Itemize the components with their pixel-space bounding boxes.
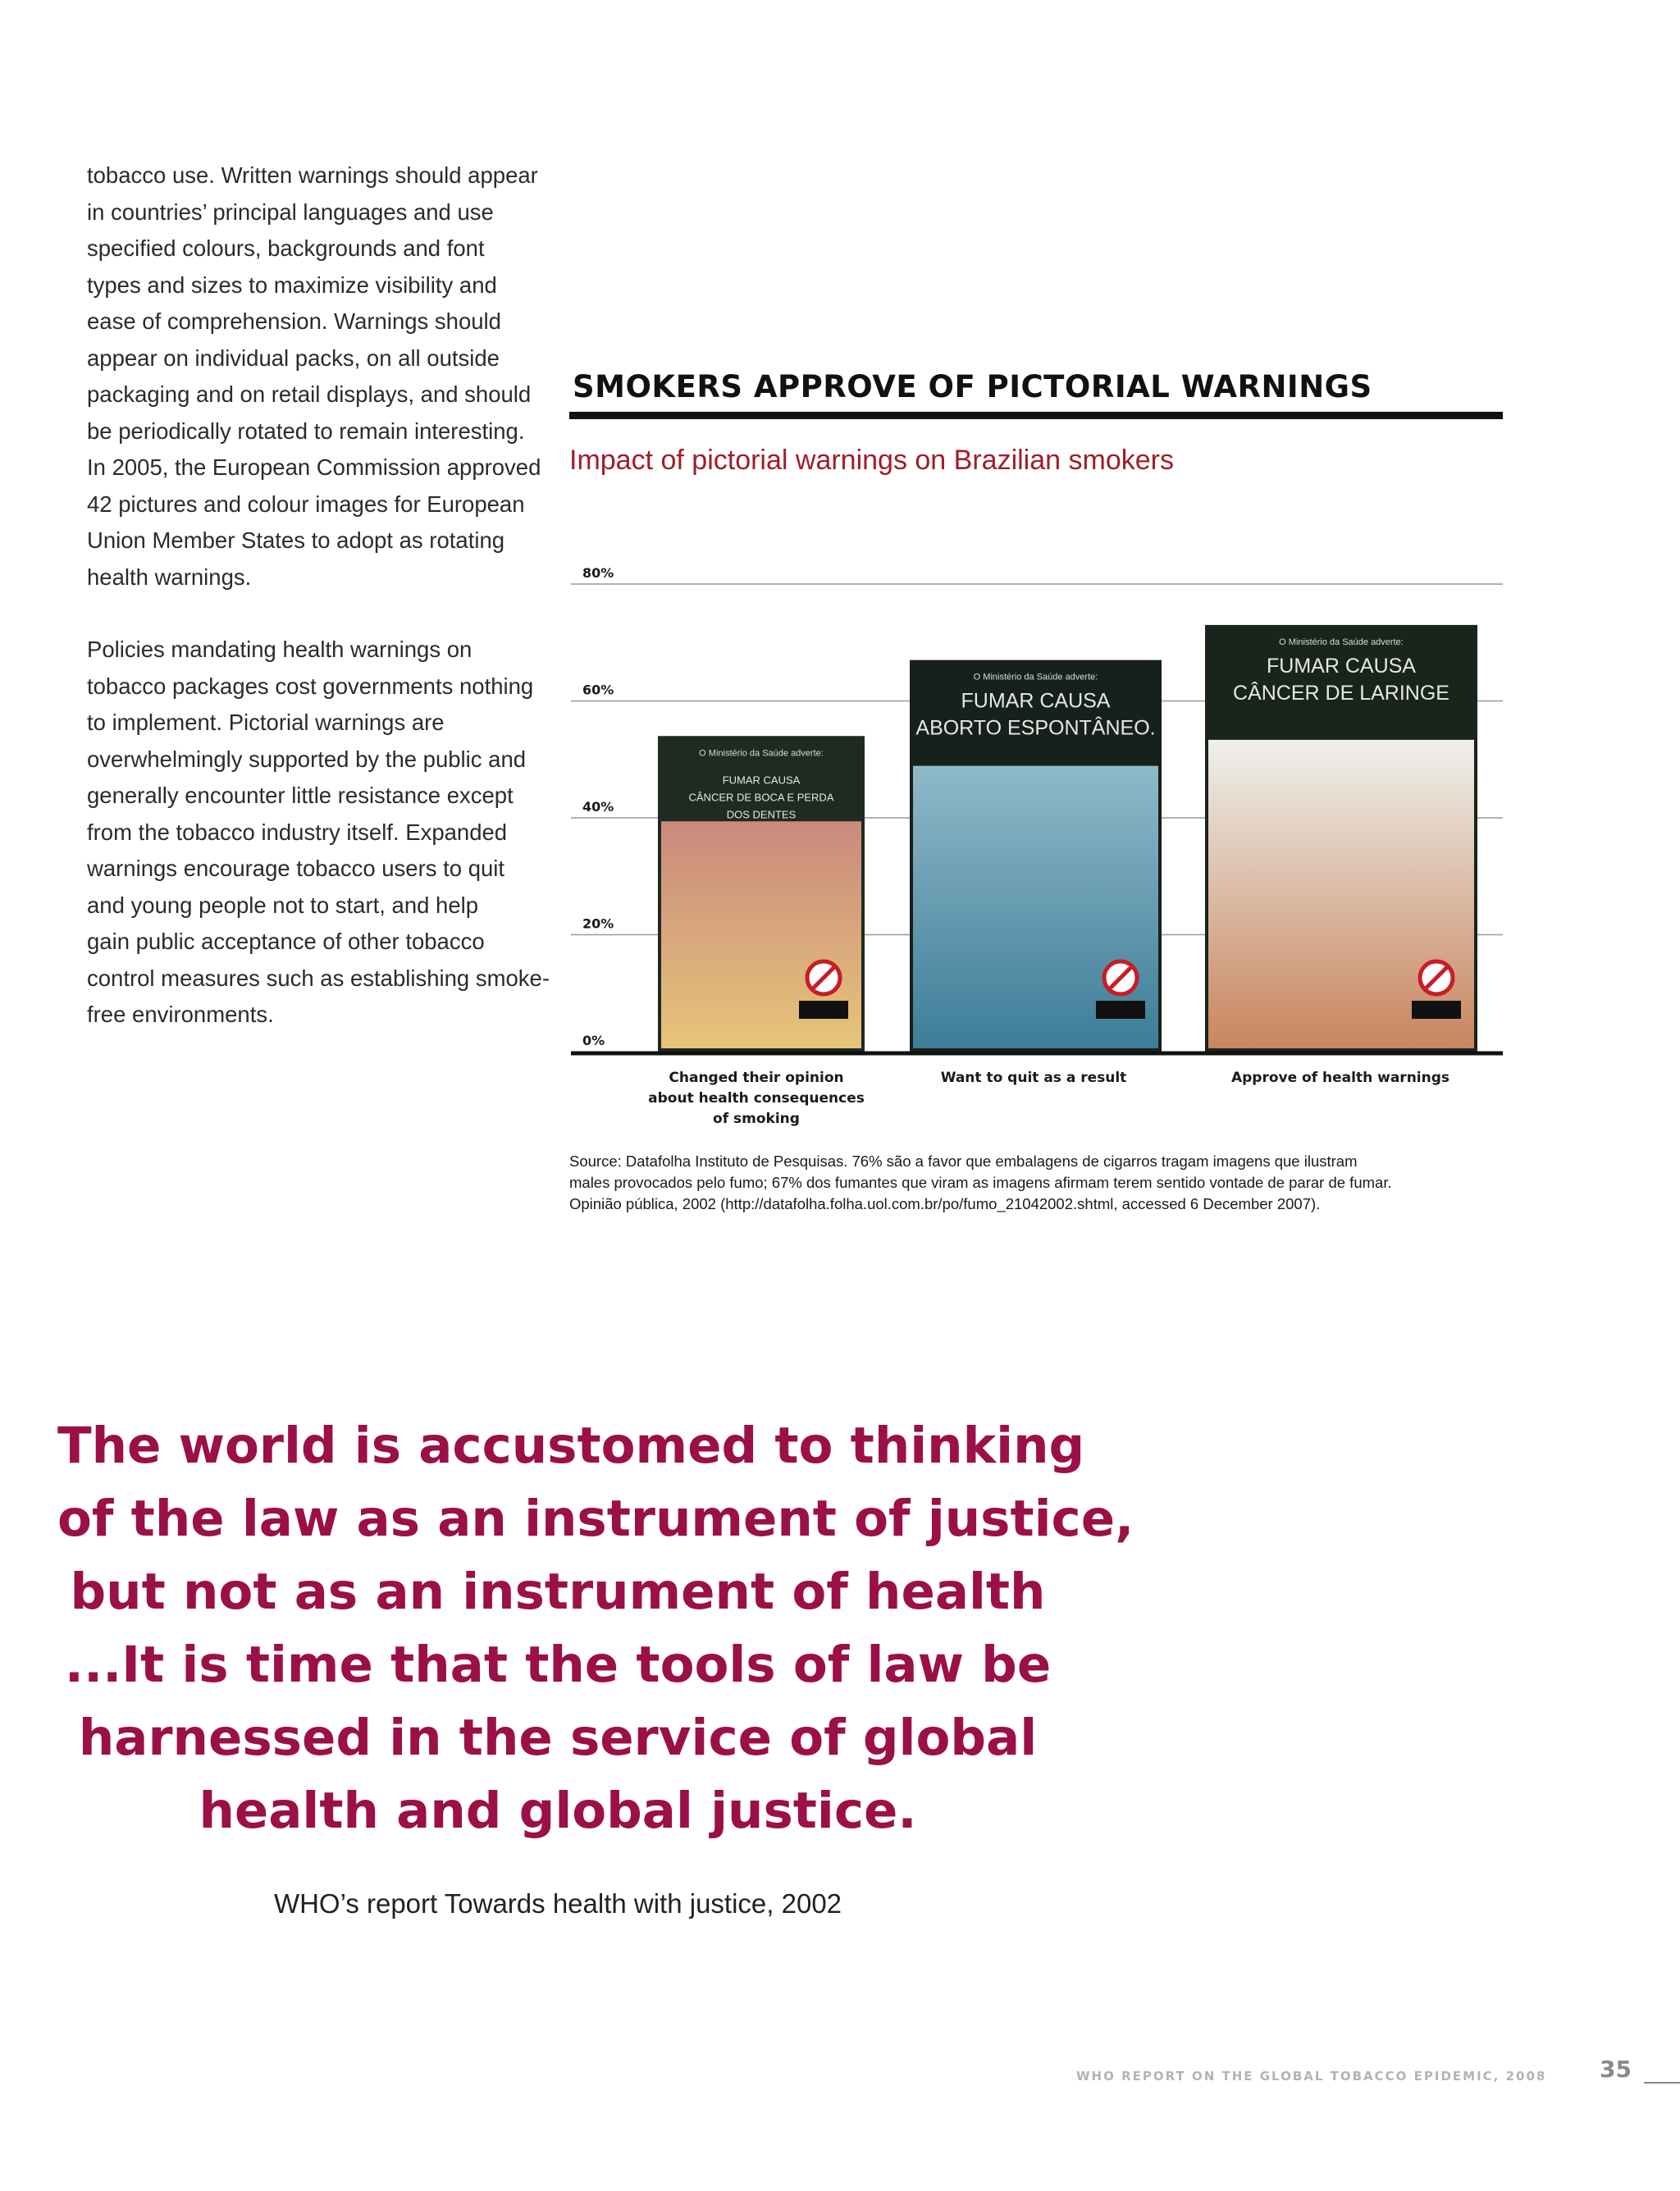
pull-quote-line: but not as an instrument of health: [70, 1563, 1046, 1621]
x-tick-label-line: of smoking: [713, 1111, 800, 1127]
body-line: control measures such as establishing smoke-: [87, 965, 550, 991]
body-line: ease of comprehension. Warnings should: [87, 308, 501, 334]
body-line: packaging and on retail displays, and should: [87, 381, 532, 407]
body-line: generally encounter little resistance except: [87, 783, 514, 808]
warning-text: ABORTO ESPONTÂNEO.: [915, 716, 1156, 740]
warning-header-text: O Ministério da Saúde adverte:: [973, 672, 1098, 682]
source-note: [569, 1151, 1504, 1215]
pull-quote: [57, 1409, 1134, 1847]
body-line: Policies mandating health warnings on: [87, 637, 472, 662]
pull-quote-line: ...It is time that the tools of law be: [64, 1636, 1052, 1694]
body-line: in countries’ principal languages and use: [87, 199, 494, 225]
body-line: and young people not to start, and help: [87, 892, 479, 918]
warning-text: DOS DENTES: [726, 808, 797, 821]
body-line: overwhelmingly supported by the public and: [87, 746, 527, 772]
x-tick-label-approve: [1221, 1068, 1459, 1089]
x-tick-label-line: Want to quit as a result: [940, 1070, 1127, 1086]
warning-text: CÂNCER DE BOCA E PERDA: [688, 791, 834, 804]
y-tick-label: 40%: [582, 799, 614, 815]
hotline-box: [1096, 1001, 1145, 1019]
x-tick-label-line: about health consequences: [648, 1090, 865, 1107]
body-line: In 2005, the European Commission approved: [87, 454, 541, 480]
source-line: males provocados pelo fumo; 67% dos fumantes que viram as imagens afirmam terem sentido vontade de parar de fumar.: [569, 1174, 1392, 1191]
x-tick-label-changed-opinion: [637, 1068, 875, 1130]
pull-quote-line: health and global justice.: [199, 1782, 917, 1840]
page-number: 35: [1600, 2056, 1632, 2083]
chart-subtitle: Impact of pictorial warnings on Brazilian smokers: [569, 445, 1174, 476]
bar-chart: [566, 550, 1509, 1058]
body-paragraph-2: [87, 632, 550, 1034]
pull-quote-line: of the law as an instrument of justice,: [57, 1490, 1134, 1548]
warning-text: FUMAR CAUSA: [961, 689, 1111, 713]
body-line: tobacco packages cost governments nothing: [87, 673, 534, 699]
chart-title: SMOKERS APPROVE OF PICTORIAL WARNINGS: [573, 369, 1372, 404]
source-line: Source: Datafolha Instituto de Pesquisas. 76% são a favor que embalagens de cigarros tragam imagens que ilustram: [569, 1153, 1358, 1170]
chart-title-rule: [569, 412, 1503, 419]
bar-teeth-image: [658, 736, 865, 1052]
quote-attribution: WHO’s report Towards health with justice, 2002: [273, 1888, 842, 1919]
pull-quote-line: The world is accustomed to thinking: [57, 1417, 1085, 1475]
y-tick-label: 80%: [582, 565, 614, 581]
warning-header-text: O Ministério da Saúde adverte:: [699, 748, 824, 759]
pull-quote-line: harnessed in the service of global: [78, 1709, 1038, 1767]
body-paragraph-1: [87, 157, 546, 596]
y-tick-label: 60%: [582, 682, 614, 698]
body-line: to implement. Pictorial warnings are: [87, 710, 445, 735]
body-line: gain public acceptance of other tobacco: [87, 929, 485, 954]
warning-header-text: O Ministério da Saúde adverte:: [1279, 637, 1404, 647]
body-line: types and sizes to maximize visibility and: [87, 272, 497, 298]
body-line: appear on individual packs, on all outside: [87, 345, 500, 371]
source-line: Opinião pública, 2002 (http://datafolha.folha.uol.com.br/po/fumo_21042002.shtml, accessed 6 December 2007).: [569, 1195, 1321, 1212]
warning-text: FUMAR CAUSA: [1267, 654, 1416, 678]
hotline-box: [799, 1001, 848, 1019]
y-tick-label: 0%: [582, 1033, 605, 1048]
y-tick-label: 20%: [582, 915, 614, 932]
x-tick-label-want-to-quit: [915, 1068, 1153, 1089]
x-tick-label-line: Changed their opinion: [669, 1070, 844, 1086]
footer-report-title: WHO REPORT ON THE GLOBAL TOBACCO EPIDEMIC, 2008: [1076, 2069, 1547, 2084]
body-line: 42 pictures and colour images for European: [87, 491, 525, 517]
body-line: warnings encourage tobacco users to quit: [87, 856, 505, 881]
body-line: health warnings.: [87, 564, 252, 590]
warning-text: FUMAR CAUSA: [722, 774, 801, 787]
x-tick-label-line: Approve of health warnings: [1230, 1070, 1450, 1086]
hotline-box: [1412, 1001, 1461, 1019]
bar-fetus-in-jar-image: [910, 660, 1162, 1052]
body-line: Union Member States to adopt as rotating: [87, 527, 505, 553]
body-line: from the tobacco industry itself. Expanded: [87, 819, 508, 845]
warning-text: CÂNCER DE LARINGE: [1233, 681, 1449, 705]
body-line: free environments.: [87, 1002, 274, 1027]
body-line: be periodically rotated to remain interesting.: [87, 418, 525, 444]
bar-man-with-tracheostomy-image: [1205, 625, 1477, 1052]
footer-rule: [1644, 2082, 1680, 2084]
body-line: specified colours, backgrounds and font: [87, 235, 485, 261]
body-line: tobacco use. Written warnings should appear: [87, 162, 538, 188]
